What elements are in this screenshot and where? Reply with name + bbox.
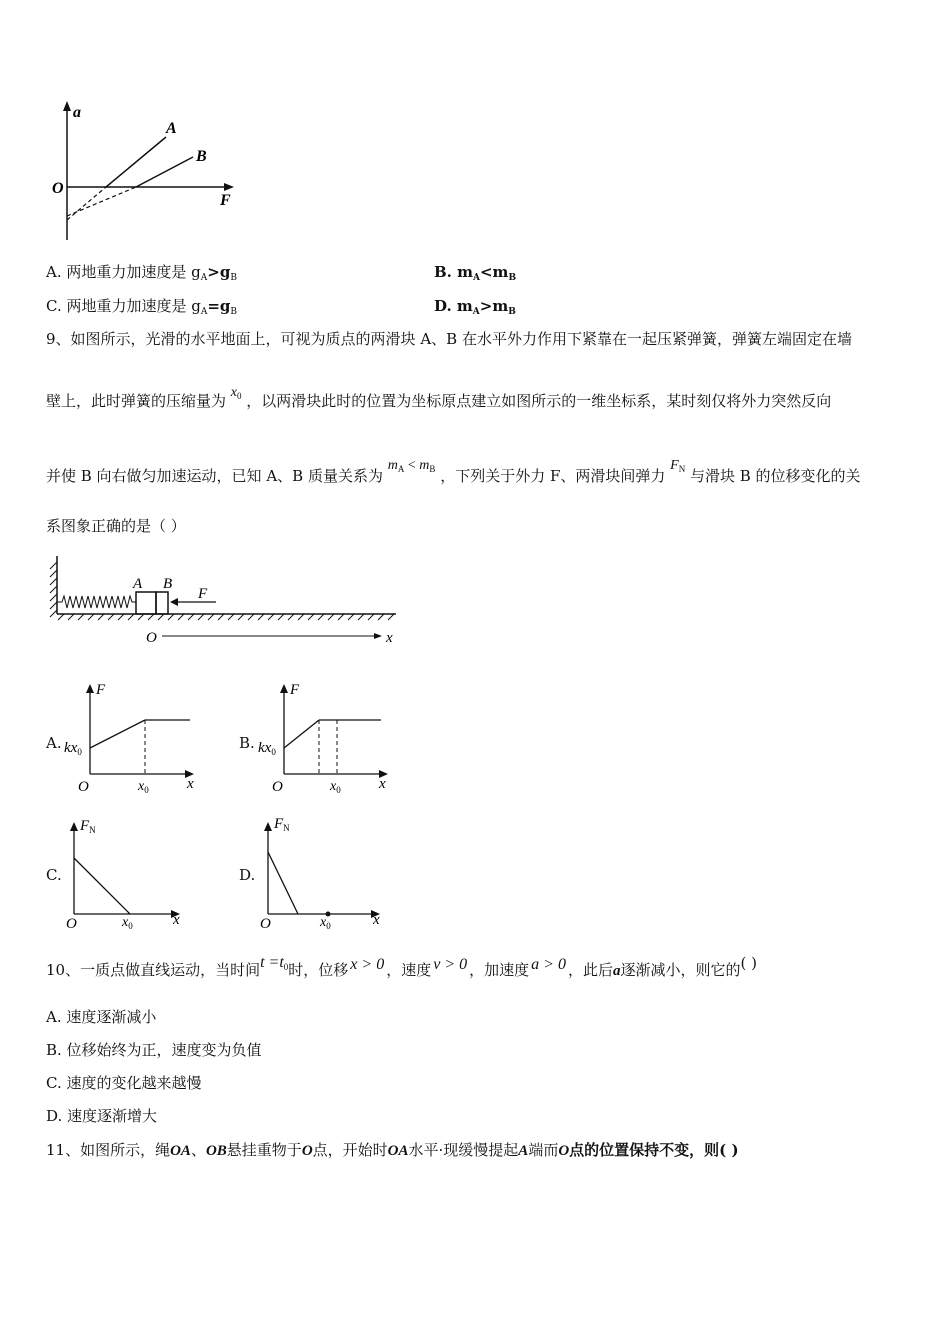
x0-label: $x_0$ bbox=[320, 915, 331, 931]
relation: >g bbox=[207, 263, 231, 281]
x-axis-label: x bbox=[173, 912, 180, 928]
q9-text: 与滑块 B 的位移变化的关 bbox=[690, 467, 861, 485]
x0-label: $x_0$ bbox=[122, 915, 133, 931]
origin-label: O bbox=[78, 779, 89, 795]
q11-text: 水平·现缓慢提起 bbox=[408, 1141, 519, 1159]
q9-option-a-graph[interactable] bbox=[60, 676, 210, 798]
q11-text: 悬挂重物于 bbox=[226, 1141, 302, 1159]
q10-text: 时，位移 bbox=[288, 961, 349, 979]
q9-option-b-graph[interactable] bbox=[254, 676, 404, 798]
option-text: D. m bbox=[434, 297, 473, 315]
mass-relation: $m_A < m_B$ bbox=[387, 458, 436, 474]
relation: <m bbox=[479, 263, 509, 281]
rope-oa: OA bbox=[170, 1143, 191, 1159]
q8-option-d[interactable] bbox=[434, 296, 516, 322]
q8-option-b[interactable] bbox=[434, 262, 516, 288]
q10-text: 10、一质点做直线运动，当时间 bbox=[46, 961, 261, 979]
subscript: B bbox=[230, 307, 238, 317]
subscript: B bbox=[508, 273, 517, 283]
y-axis-label: F bbox=[290, 682, 300, 698]
q11-text: 11、如图所示，绳 bbox=[46, 1141, 171, 1159]
subscript: A bbox=[473, 273, 480, 283]
option-text: B. m bbox=[434, 263, 473, 281]
answer-paren: ( ) bbox=[740, 954, 757, 972]
origin-label: O bbox=[146, 630, 157, 646]
a-variable: a bbox=[612, 963, 621, 979]
subscript: A bbox=[200, 273, 208, 283]
rope-oa: OA bbox=[387, 1143, 409, 1159]
kx0-label: $kx_0$ bbox=[258, 740, 276, 757]
q9-option-b-letter[interactable]: B. bbox=[239, 734, 255, 752]
x-axis-label: x bbox=[373, 912, 380, 928]
q10-option-b[interactable]: B. 位移始终为正，速度变为负值 bbox=[46, 1041, 262, 1059]
q9-text: 壁上，此时弹簧的压缩量为 bbox=[46, 392, 227, 410]
q10-text: ，速度 bbox=[386, 961, 432, 979]
x0-symbol: $x_0$ bbox=[230, 385, 242, 401]
origin-label: O bbox=[272, 779, 283, 795]
q10-text: ，加速度 bbox=[469, 961, 530, 979]
q10-text: ，此后 bbox=[567, 961, 613, 979]
q9-option-d-letter[interactable]: D. bbox=[239, 866, 256, 884]
q8-option-c[interactable] bbox=[46, 296, 237, 322]
q9-line-3 bbox=[46, 458, 861, 491]
y-axis-label: $F_N$ bbox=[80, 818, 96, 835]
x-axis-label: x bbox=[386, 630, 393, 646]
x0-label: $x_0$ bbox=[138, 779, 149, 795]
y-axis-label: F bbox=[96, 682, 106, 698]
q9-text: ，以两滑块此时的位置为坐标原点建立如图所示的一维坐标系，某时刻仅将外力突然反向 bbox=[246, 392, 832, 410]
q8-a-f-graph bbox=[40, 95, 250, 250]
kx0-label: $kx_0$ bbox=[64, 740, 82, 757]
q11-text: 、 bbox=[190, 1141, 206, 1159]
line-b-label: B bbox=[196, 148, 207, 165]
q8-option-a[interactable] bbox=[46, 262, 237, 288]
point-o: O bbox=[558, 1143, 570, 1159]
q9-line-1: 9、如图所示，光滑的水平地面上，可视为质点的两滑块 A、B 在水平外力作用下紧靠在一起压紧弹簧，弹簧左端固定在墙 bbox=[46, 330, 852, 348]
x-axis-label: F bbox=[220, 192, 231, 209]
origin-label: O bbox=[66, 916, 77, 932]
x-axis-label: x bbox=[379, 776, 386, 792]
x-axis-label: x bbox=[187, 776, 194, 792]
rope-ob: OB bbox=[205, 1143, 227, 1159]
end-a: A bbox=[518, 1143, 529, 1159]
q10-stem bbox=[46, 954, 757, 985]
q10-option-c[interactable]: C. 速度的变化越来越慢 bbox=[46, 1074, 202, 1092]
x0-label: $x_0$ bbox=[330, 779, 341, 795]
q9-line-2 bbox=[46, 385, 832, 416]
q9-option-c-letter[interactable]: C. bbox=[46, 866, 62, 884]
point-o: O bbox=[301, 1143, 313, 1159]
subscript: B bbox=[508, 307, 516, 317]
q9-text: 并使 B 向右做匀加速运动，已知 A、B 质量关系为 bbox=[46, 467, 383, 485]
y-axis-label: a bbox=[73, 104, 81, 121]
a-expr: a > 0 bbox=[531, 956, 566, 973]
q11-text: 点的位置保持不变，则( ) bbox=[569, 1141, 739, 1159]
option-text: A. 两地重力加速度是 g bbox=[46, 263, 201, 281]
relation: >m bbox=[479, 297, 509, 315]
subscript: A bbox=[200, 307, 208, 317]
origin-label: O bbox=[52, 180, 64, 197]
q11-stem bbox=[46, 1140, 739, 1161]
subscript: A bbox=[472, 307, 480, 317]
line-a-label: A bbox=[166, 120, 177, 137]
x-expr: x > 0 bbox=[350, 956, 385, 973]
subscript: B bbox=[230, 273, 237, 283]
q9-text: ，下列关于外力 F、两滑块间弹力 bbox=[440, 467, 666, 485]
q11-text: 点，开始时 bbox=[312, 1141, 388, 1159]
q9-option-d-graph[interactable] bbox=[254, 812, 389, 932]
q11-text: 端而 bbox=[528, 1141, 559, 1159]
block-a-label: A bbox=[133, 576, 143, 592]
q10-option-a[interactable]: A. 速度逐渐减小 bbox=[46, 1008, 157, 1026]
v-expr: v > 0 bbox=[433, 956, 468, 973]
t-expr: $t =t_0$ bbox=[260, 954, 289, 972]
force-label: F bbox=[198, 586, 208, 602]
q9-option-c-graph[interactable] bbox=[60, 812, 190, 932]
q10-text: 逐渐减小，则它的 bbox=[620, 961, 741, 979]
y-axis-label: $F_N$ bbox=[274, 816, 290, 833]
fn-symbol: $F_N$ bbox=[670, 458, 686, 474]
q10-option-d[interactable]: D. 速度逐渐增大 bbox=[46, 1107, 158, 1125]
option-text: C. 两地重力加速度是 g bbox=[46, 297, 201, 315]
q9-option-a-letter[interactable]: A. bbox=[46, 734, 62, 752]
origin-label: O bbox=[260, 916, 271, 932]
q9-spring-diagram bbox=[44, 548, 414, 648]
q9-line-4: 系图象正确的是（ ） bbox=[46, 517, 186, 535]
block-b-label: B bbox=[163, 576, 173, 592]
relation: =g bbox=[207, 297, 231, 315]
